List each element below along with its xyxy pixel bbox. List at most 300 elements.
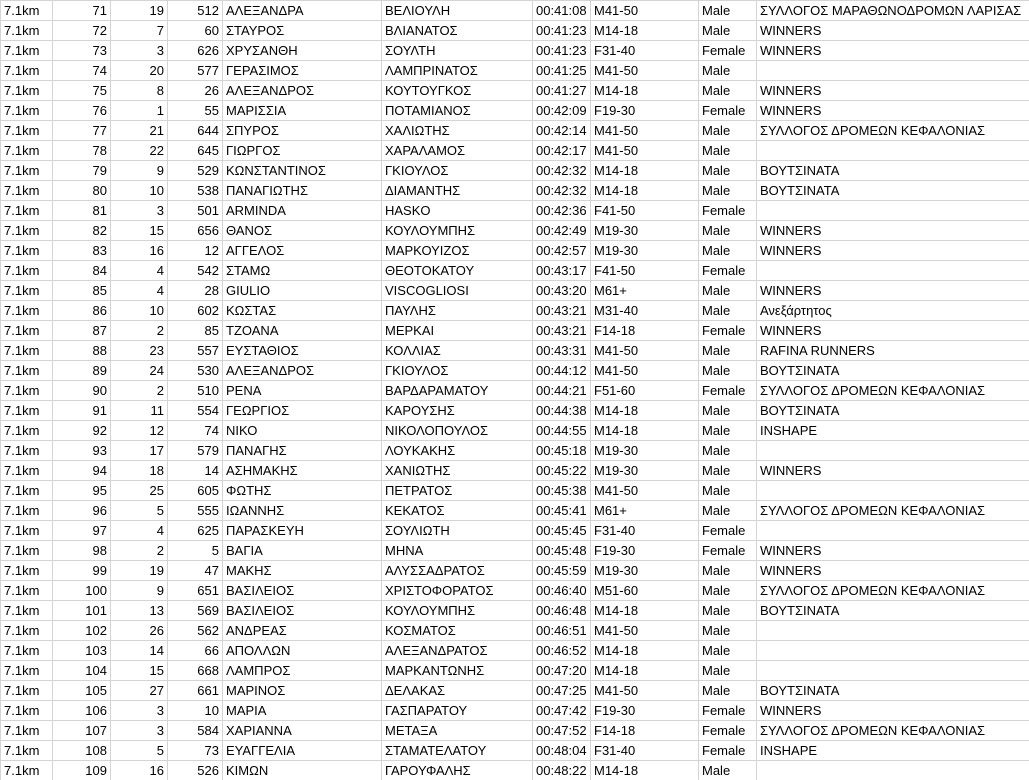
cell-bib[interactable]: 626	[168, 41, 223, 61]
cell-club[interactable]: WINNERS	[757, 561, 1029, 581]
cell-category[interactable]: F31-40	[591, 741, 699, 761]
cell-first-name[interactable]: ΑΛΕΞΑΝΔΡΟΣ	[223, 361, 382, 381]
cell-category-rank[interactable]: 5	[111, 741, 168, 761]
cell-gender[interactable]: Male	[699, 581, 757, 601]
cell-first-name[interactable]: ΒΑΓΙΑ	[223, 541, 382, 561]
cell-distance[interactable]: 7.1km	[1, 601, 53, 621]
cell-overall-rank[interactable]: 88	[53, 341, 111, 361]
cell-distance[interactable]: 7.1km	[1, 61, 53, 81]
cell-distance[interactable]: 7.1km	[1, 501, 53, 521]
cell-club[interactable]: ΒΟΥΤΣΙΝΑΤΑ	[757, 181, 1029, 201]
cell-bib[interactable]: 85	[168, 321, 223, 341]
cell-bib[interactable]: 569	[168, 601, 223, 621]
cell-overall-rank[interactable]: 86	[53, 301, 111, 321]
cell-gender[interactable]: Male	[699, 481, 757, 501]
cell-time[interactable]: 00:47:52	[533, 721, 591, 741]
cell-category-rank[interactable]: 10	[111, 301, 168, 321]
cell-club[interactable]: WINNERS	[757, 701, 1029, 721]
cell-first-name[interactable]: ΒΑΣΙΛΕΙΟΣ	[223, 581, 382, 601]
cell-last-name[interactable]: VISCOGLIOSI	[382, 281, 533, 301]
cell-first-name[interactable]: ΜΑΡΙΝΟΣ	[223, 681, 382, 701]
cell-club[interactable]: WINNERS	[757, 101, 1029, 121]
cell-first-name[interactable]: ΧΡΥΣΑΝΘΗ	[223, 41, 382, 61]
cell-overall-rank[interactable]: 77	[53, 121, 111, 141]
cell-time[interactable]: 00:48:22	[533, 761, 591, 780]
cell-category-rank[interactable]: 27	[111, 681, 168, 701]
cell-category-rank[interactable]: 4	[111, 521, 168, 541]
cell-overall-rank[interactable]: 100	[53, 581, 111, 601]
cell-category-rank[interactable]: 19	[111, 561, 168, 581]
cell-club[interactable]	[757, 481, 1029, 501]
cell-category[interactable]: F19-30	[591, 541, 699, 561]
cell-time[interactable]: 00:46:52	[533, 641, 591, 661]
cell-bib[interactable]: 14	[168, 461, 223, 481]
cell-club[interactable]: WINNERS	[757, 81, 1029, 101]
cell-overall-rank[interactable]: 105	[53, 681, 111, 701]
cell-club[interactable]	[757, 61, 1029, 81]
cell-category[interactable]: M19-30	[591, 221, 699, 241]
cell-bib[interactable]: 557	[168, 341, 223, 361]
cell-overall-rank[interactable]: 106	[53, 701, 111, 721]
cell-overall-rank[interactable]: 74	[53, 61, 111, 81]
cell-bib[interactable]: 577	[168, 61, 223, 81]
cell-category[interactable]: M14-18	[591, 661, 699, 681]
cell-bib[interactable]: 661	[168, 681, 223, 701]
cell-category-rank[interactable]: 9	[111, 581, 168, 601]
cell-first-name[interactable]: ΕΥΑΓΓΕΛΙΑ	[223, 741, 382, 761]
cell-gender[interactable]: Male	[699, 761, 757, 780]
cell-time[interactable]: 00:42:09	[533, 101, 591, 121]
cell-first-name[interactable]: ΑΛΕΞΑΝΔΡΑ	[223, 1, 382, 21]
cell-time[interactable]: 00:45:41	[533, 501, 591, 521]
cell-bib[interactable]: 605	[168, 481, 223, 501]
cell-category-rank[interactable]: 16	[111, 241, 168, 261]
cell-gender[interactable]: Male	[699, 121, 757, 141]
cell-last-name[interactable]: ΚΟΥΛΟΥΜΠΗΣ	[382, 221, 533, 241]
cell-category-rank[interactable]: 12	[111, 421, 168, 441]
cell-category[interactable]: M61+	[591, 501, 699, 521]
cell-category[interactable]: M51-60	[591, 581, 699, 601]
cell-gender[interactable]: Male	[699, 161, 757, 181]
cell-category[interactable]: M41-50	[591, 61, 699, 81]
cell-bib[interactable]: 602	[168, 301, 223, 321]
cell-category[interactable]: M14-18	[591, 81, 699, 101]
cell-first-name[interactable]: ARMINDA	[223, 201, 382, 221]
cell-club[interactable]: INSHAPE	[757, 741, 1029, 761]
cell-gender[interactable]: Male	[699, 601, 757, 621]
cell-distance[interactable]: 7.1km	[1, 581, 53, 601]
cell-bib[interactable]: 26	[168, 81, 223, 101]
cell-category-rank[interactable]: 8	[111, 81, 168, 101]
cell-gender[interactable]: Female	[699, 321, 757, 341]
cell-time[interactable]: 00:44:38	[533, 401, 591, 421]
cell-last-name[interactable]: ΧΑΝΙΩΤΗΣ	[382, 461, 533, 481]
cell-club[interactable]	[757, 621, 1029, 641]
cell-category-rank[interactable]: 4	[111, 261, 168, 281]
cell-last-name[interactable]: ΔΕΛΑΚΑΣ	[382, 681, 533, 701]
cell-last-name[interactable]: ΝΙΚΟΛΟΠΟΥΛΟΣ	[382, 421, 533, 441]
cell-category[interactable]: M41-50	[591, 141, 699, 161]
cell-bib[interactable]: 668	[168, 661, 223, 681]
cell-time[interactable]: 00:46:40	[533, 581, 591, 601]
cell-last-name[interactable]: ΜΕΡΚΑΙ	[382, 321, 533, 341]
cell-club[interactable]	[757, 141, 1029, 161]
cell-gender[interactable]: Female	[699, 101, 757, 121]
cell-distance[interactable]: 7.1km	[1, 401, 53, 421]
cell-category[interactable]: M41-50	[591, 121, 699, 141]
cell-time[interactable]: 00:45:59	[533, 561, 591, 581]
cell-distance[interactable]: 7.1km	[1, 121, 53, 141]
cell-gender[interactable]: Male	[699, 21, 757, 41]
cell-last-name[interactable]: ΜΑΡΚΑΝΤΩΝΗΣ	[382, 661, 533, 681]
cell-last-name[interactable]: ΚΟΛΛΙΑΣ	[382, 341, 533, 361]
cell-category-rank[interactable]: 19	[111, 1, 168, 21]
cell-last-name[interactable]: ΒΑΡΔΑΡΑΜΑΤΟΥ	[382, 381, 533, 401]
cell-overall-rank[interactable]: 99	[53, 561, 111, 581]
cell-last-name[interactable]: ΑΛΕΞΑΝΔΡΑΤΟΣ	[382, 641, 533, 661]
cell-time[interactable]: 00:45:38	[533, 481, 591, 501]
cell-distance[interactable]: 7.1km	[1, 481, 53, 501]
cell-first-name[interactable]: ΑΛΕΞΑΝΔΡΟΣ	[223, 81, 382, 101]
cell-last-name[interactable]: ΚΟΣΜΑΤΟΣ	[382, 621, 533, 641]
cell-distance[interactable]: 7.1km	[1, 461, 53, 481]
cell-gender[interactable]: Male	[699, 1, 757, 21]
cell-first-name[interactable]: ΣΤΑΜΩ	[223, 261, 382, 281]
cell-distance[interactable]: 7.1km	[1, 541, 53, 561]
cell-gender[interactable]: Male	[699, 501, 757, 521]
cell-bib[interactable]: 55	[168, 101, 223, 121]
cell-time[interactable]: 00:42:32	[533, 181, 591, 201]
cell-gender[interactable]: Male	[699, 341, 757, 361]
cell-bib[interactable]: 584	[168, 721, 223, 741]
cell-category[interactable]: F19-30	[591, 101, 699, 121]
cell-club[interactable]	[757, 201, 1029, 221]
cell-overall-rank[interactable]: 90	[53, 381, 111, 401]
cell-distance[interactable]: 7.1km	[1, 21, 53, 41]
cell-category-rank[interactable]: 20	[111, 61, 168, 81]
cell-bib[interactable]: 501	[168, 201, 223, 221]
cell-category[interactable]: M41-50	[591, 481, 699, 501]
cell-time[interactable]: 00:47:20	[533, 661, 591, 681]
cell-time[interactable]: 00:41:27	[533, 81, 591, 101]
cell-club[interactable]: ΒΟΥΤΣΙΝΑΤΑ	[757, 161, 1029, 181]
cell-bib[interactable]: 542	[168, 261, 223, 281]
cell-gender[interactable]: Female	[699, 261, 757, 281]
cell-distance[interactable]: 7.1km	[1, 281, 53, 301]
cell-category-rank[interactable]: 2	[111, 321, 168, 341]
cell-category-rank[interactable]: 21	[111, 121, 168, 141]
cell-category[interactable]: M14-18	[591, 421, 699, 441]
cell-time[interactable]: 00:42:49	[533, 221, 591, 241]
cell-bib[interactable]: 73	[168, 741, 223, 761]
cell-distance[interactable]: 7.1km	[1, 521, 53, 541]
cell-time[interactable]: 00:45:22	[533, 461, 591, 481]
cell-last-name[interactable]: ΜΕΤΑΞΑ	[382, 721, 533, 741]
cell-overall-rank[interactable]: 76	[53, 101, 111, 121]
cell-time[interactable]: 00:43:20	[533, 281, 591, 301]
cell-gender[interactable]: Male	[699, 561, 757, 581]
cell-first-name[interactable]: ΜΑΡΙΣΣΙΑ	[223, 101, 382, 121]
cell-first-name[interactable]: ΚΩΣΤΑΣ	[223, 301, 382, 321]
cell-category[interactable]: M41-50	[591, 361, 699, 381]
cell-category[interactable]: M41-50	[591, 1, 699, 21]
cell-time[interactable]: 00:44:12	[533, 361, 591, 381]
cell-club[interactable]: WINNERS	[757, 21, 1029, 41]
cell-last-name[interactable]: ΛΑΜΠΡΙΝΑΤΟΣ	[382, 61, 533, 81]
cell-club[interactable]: WINNERS	[757, 541, 1029, 561]
cell-category-rank[interactable]: 15	[111, 661, 168, 681]
cell-last-name[interactable]: HASKO	[382, 201, 533, 221]
cell-category-rank[interactable]: 1	[111, 101, 168, 121]
cell-distance[interactable]: 7.1km	[1, 81, 53, 101]
cell-category-rank[interactable]: 2	[111, 381, 168, 401]
cell-first-name[interactable]: ΑΠΟΛΛΩΝ	[223, 641, 382, 661]
cell-last-name[interactable]: ΠΟΤΑΜΙΑΝΟΣ	[382, 101, 533, 121]
cell-bib[interactable]: 60	[168, 21, 223, 41]
cell-club[interactable]: RAFINA RUNNERS	[757, 341, 1029, 361]
cell-first-name[interactable]: GIULIO	[223, 281, 382, 301]
cell-club[interactable]: WINNERS	[757, 41, 1029, 61]
cell-bib[interactable]: 651	[168, 581, 223, 601]
cell-bib[interactable]: 66	[168, 641, 223, 661]
cell-club[interactable]: INSHAPE	[757, 421, 1029, 441]
cell-first-name[interactable]: ΚΙΜΩΝ	[223, 761, 382, 780]
cell-category-rank[interactable]: 5	[111, 501, 168, 521]
cell-category[interactable]: M41-50	[591, 621, 699, 641]
cell-overall-rank[interactable]: 96	[53, 501, 111, 521]
cell-category[interactable]: F41-50	[591, 201, 699, 221]
cell-first-name[interactable]: ΡΕΝΑ	[223, 381, 382, 401]
cell-category-rank[interactable]: 3	[111, 41, 168, 61]
cell-distance[interactable]: 7.1km	[1, 181, 53, 201]
cell-category[interactable]: M41-50	[591, 681, 699, 701]
cell-club[interactable]: ΒΟΥΤΣΙΝΑΤΑ	[757, 681, 1029, 701]
cell-distance[interactable]: 7.1km	[1, 681, 53, 701]
cell-time[interactable]: 00:43:21	[533, 321, 591, 341]
cell-club[interactable]	[757, 641, 1029, 661]
cell-overall-rank[interactable]: 95	[53, 481, 111, 501]
cell-category[interactable]: M14-18	[591, 401, 699, 421]
cell-distance[interactable]: 7.1km	[1, 201, 53, 221]
cell-category-rank[interactable]: 16	[111, 761, 168, 780]
cell-club[interactable]: WINNERS	[757, 241, 1029, 261]
cell-gender[interactable]: Female	[699, 721, 757, 741]
cell-last-name[interactable]: ΔΙΑΜΑΝΤΗΣ	[382, 181, 533, 201]
cell-overall-rank[interactable]: 84	[53, 261, 111, 281]
cell-distance[interactable]: 7.1km	[1, 701, 53, 721]
cell-category-rank[interactable]: 10	[111, 181, 168, 201]
cell-bib[interactable]: 28	[168, 281, 223, 301]
cell-time[interactable]: 00:41:25	[533, 61, 591, 81]
cell-first-name[interactable]: ΛΑΜΠΡΟΣ	[223, 661, 382, 681]
cell-distance[interactable]: 7.1km	[1, 441, 53, 461]
cell-category[interactable]: M14-18	[591, 601, 699, 621]
cell-first-name[interactable]: ΝΙΚΟ	[223, 421, 382, 441]
cell-gender[interactable]: Male	[699, 421, 757, 441]
cell-gender[interactable]: Female	[699, 741, 757, 761]
cell-gender[interactable]: Female	[699, 701, 757, 721]
cell-time[interactable]: 00:45:48	[533, 541, 591, 561]
cell-time[interactable]: 00:45:45	[533, 521, 591, 541]
cell-gender[interactable]: Male	[699, 361, 757, 381]
cell-category-rank[interactable]: 3	[111, 701, 168, 721]
cell-category-rank[interactable]: 14	[111, 641, 168, 661]
cell-distance[interactable]: 7.1km	[1, 661, 53, 681]
cell-bib[interactable]: 555	[168, 501, 223, 521]
cell-gender[interactable]: Male	[699, 621, 757, 641]
cell-category[interactable]: F19-30	[591, 701, 699, 721]
cell-overall-rank[interactable]: 85	[53, 281, 111, 301]
cell-distance[interactable]: 7.1km	[1, 141, 53, 161]
cell-distance[interactable]: 7.1km	[1, 741, 53, 761]
cell-category[interactable]: M19-30	[591, 461, 699, 481]
cell-bib[interactable]: 5	[168, 541, 223, 561]
cell-category[interactable]: M14-18	[591, 761, 699, 780]
cell-last-name[interactable]: ΓΑΣΠΑΡΑΤΟΥ	[382, 701, 533, 721]
cell-category[interactable]: M19-30	[591, 561, 699, 581]
cell-time[interactable]: 00:45:18	[533, 441, 591, 461]
cell-club[interactable]	[757, 661, 1029, 681]
cell-overall-rank[interactable]: 89	[53, 361, 111, 381]
cell-overall-rank[interactable]: 75	[53, 81, 111, 101]
cell-club[interactable]: WINNERS	[757, 461, 1029, 481]
cell-distance[interactable]: 7.1km	[1, 1, 53, 21]
cell-time[interactable]: 00:42:36	[533, 201, 591, 221]
cell-overall-rank[interactable]: 72	[53, 21, 111, 41]
cell-time[interactable]: 00:46:51	[533, 621, 591, 641]
cell-category-rank[interactable]: 13	[111, 601, 168, 621]
cell-distance[interactable]: 7.1km	[1, 761, 53, 780]
cell-gender[interactable]: Male	[699, 301, 757, 321]
cell-distance[interactable]: 7.1km	[1, 101, 53, 121]
cell-gender[interactable]: Male	[699, 661, 757, 681]
cell-time[interactable]: 00:41:08	[533, 1, 591, 21]
cell-last-name[interactable]: ΧΑΡΑΛΑΜΟΣ	[382, 141, 533, 161]
cell-bib[interactable]: 510	[168, 381, 223, 401]
cell-first-name[interactable]: ΧΑΡΙΑΝΝΑ	[223, 721, 382, 741]
cell-overall-rank[interactable]: 94	[53, 461, 111, 481]
cell-gender[interactable]: Female	[699, 201, 757, 221]
cell-distance[interactable]: 7.1km	[1, 261, 53, 281]
cell-time[interactable]: 00:41:23	[533, 41, 591, 61]
cell-category-rank[interactable]: 3	[111, 721, 168, 741]
cell-bib[interactable]: 47	[168, 561, 223, 581]
cell-overall-rank[interactable]: 104	[53, 661, 111, 681]
cell-gender[interactable]: Female	[699, 41, 757, 61]
cell-bib[interactable]: 579	[168, 441, 223, 461]
cell-gender[interactable]: Male	[699, 401, 757, 421]
cell-overall-rank[interactable]: 81	[53, 201, 111, 221]
cell-overall-rank[interactable]: 80	[53, 181, 111, 201]
cell-overall-rank[interactable]: 87	[53, 321, 111, 341]
cell-category-rank[interactable]: 25	[111, 481, 168, 501]
cell-last-name[interactable]: ΠΑΥΛΗΣ	[382, 301, 533, 321]
cell-gender[interactable]: Male	[699, 141, 757, 161]
cell-distance[interactable]: 7.1km	[1, 621, 53, 641]
cell-bib[interactable]: 625	[168, 521, 223, 541]
cell-overall-rank[interactable]: 103	[53, 641, 111, 661]
cell-bib[interactable]: 645	[168, 141, 223, 161]
cell-distance[interactable]: 7.1km	[1, 41, 53, 61]
cell-time[interactable]: 00:43:31	[533, 341, 591, 361]
cell-overall-rank[interactable]: 83	[53, 241, 111, 261]
cell-last-name[interactable]: ΚΟΥΛΟΥΜΠΗΣ	[382, 601, 533, 621]
cell-overall-rank[interactable]: 98	[53, 541, 111, 561]
cell-last-name[interactable]: ΓΑΡΟΥΦΑΛΗΣ	[382, 761, 533, 780]
cell-club[interactable]: ΣΥΛΛΟΓΟΣ ΜΑΡΑΘΩΝΟΔΡΟΜΩΝ ΛΑΡΙΣΑΣ	[757, 1, 1029, 21]
cell-bib[interactable]: 562	[168, 621, 223, 641]
cell-club[interactable]: WINNERS	[757, 221, 1029, 241]
cell-gender[interactable]: Female	[699, 521, 757, 541]
cell-category[interactable]: F14-18	[591, 721, 699, 741]
cell-category-rank[interactable]: 22	[111, 141, 168, 161]
cell-first-name[interactable]: ΕΥΣΤΑΘΙΟΣ	[223, 341, 382, 361]
cell-category[interactable]: M14-18	[591, 21, 699, 41]
cell-bib[interactable]: 538	[168, 181, 223, 201]
cell-last-name[interactable]: ΓΚΙΟΥΛΟΣ	[382, 161, 533, 181]
cell-category[interactable]: M19-30	[591, 441, 699, 461]
cell-overall-rank[interactable]: 78	[53, 141, 111, 161]
cell-first-name[interactable]: ΠΑΡΑΣΚΕΥΗ	[223, 521, 382, 541]
cell-club[interactable]: ΣΥΛΛΟΓΟΣ ΔΡΟΜΕΩΝ ΚΕΦΑΛΟΝΙΑΣ	[757, 501, 1029, 521]
cell-gender[interactable]: Male	[699, 181, 757, 201]
cell-category-rank[interactable]: 26	[111, 621, 168, 641]
cell-club[interactable]: ΣΥΛΛΟΓΟΣ ΔΡΟΜΕΩΝ ΚΕΦΑΛΟΝΙΑΣ	[757, 381, 1029, 401]
cell-overall-rank[interactable]: 109	[53, 761, 111, 780]
cell-first-name[interactable]: ΤΖΟΑΝΑ	[223, 321, 382, 341]
cell-distance[interactable]: 7.1km	[1, 421, 53, 441]
cell-last-name[interactable]: ΧΑΛΙΩΤΗΣ	[382, 121, 533, 141]
cell-last-name[interactable]: ΓΚΙΟΥΛΟΣ	[382, 361, 533, 381]
cell-gender[interactable]: Female	[699, 541, 757, 561]
cell-overall-rank[interactable]: 108	[53, 741, 111, 761]
cell-overall-rank[interactable]: 71	[53, 1, 111, 21]
cell-bib[interactable]: 530	[168, 361, 223, 381]
cell-club[interactable]: ΒΟΥΤΣΙΝΑΤΑ	[757, 361, 1029, 381]
cell-last-name[interactable]: ΛΟΥΚΑΚΗΣ	[382, 441, 533, 461]
cell-time[interactable]: 00:43:21	[533, 301, 591, 321]
cell-time[interactable]: 00:42:17	[533, 141, 591, 161]
cell-first-name[interactable]: ΦΩΤΗΣ	[223, 481, 382, 501]
cell-time[interactable]: 00:47:25	[533, 681, 591, 701]
cell-distance[interactable]: 7.1km	[1, 341, 53, 361]
cell-gender[interactable]: Female	[699, 381, 757, 401]
cell-last-name[interactable]: ΚΟΥΤΟΥΓΚΟΣ	[382, 81, 533, 101]
cell-gender[interactable]: Male	[699, 681, 757, 701]
cell-bib[interactable]: 644	[168, 121, 223, 141]
cell-gender[interactable]: Male	[699, 461, 757, 481]
cell-distance[interactable]: 7.1km	[1, 241, 53, 261]
cell-club[interactable]: ΒΟΥΤΣΙΝΑΤΑ	[757, 401, 1029, 421]
cell-gender[interactable]: Male	[699, 221, 757, 241]
cell-last-name[interactable]: ΣΟΥΛΙΩΤΗ	[382, 521, 533, 541]
cell-time[interactable]: 00:47:42	[533, 701, 591, 721]
cell-club[interactable]: ΣΥΛΛΟΓΟΣ ΔΡΟΜΕΩΝ ΚΕΦΑΛΟΝΙΑΣ	[757, 581, 1029, 601]
cell-distance[interactable]: 7.1km	[1, 221, 53, 241]
cell-category-rank[interactable]: 15	[111, 221, 168, 241]
cell-club[interactable]	[757, 441, 1029, 461]
cell-category[interactable]: F14-18	[591, 321, 699, 341]
cell-category[interactable]: F31-40	[591, 521, 699, 541]
cell-time[interactable]: 00:44:21	[533, 381, 591, 401]
cell-distance[interactable]: 7.1km	[1, 321, 53, 341]
cell-distance[interactable]: 7.1km	[1, 301, 53, 321]
cell-category-rank[interactable]: 24	[111, 361, 168, 381]
cell-gender[interactable]: Male	[699, 81, 757, 101]
cell-category-rank[interactable]: 9	[111, 161, 168, 181]
cell-first-name[interactable]: ΚΩΝΣΤΑΝΤΙΝΟΣ	[223, 161, 382, 181]
cell-overall-rank[interactable]: 102	[53, 621, 111, 641]
